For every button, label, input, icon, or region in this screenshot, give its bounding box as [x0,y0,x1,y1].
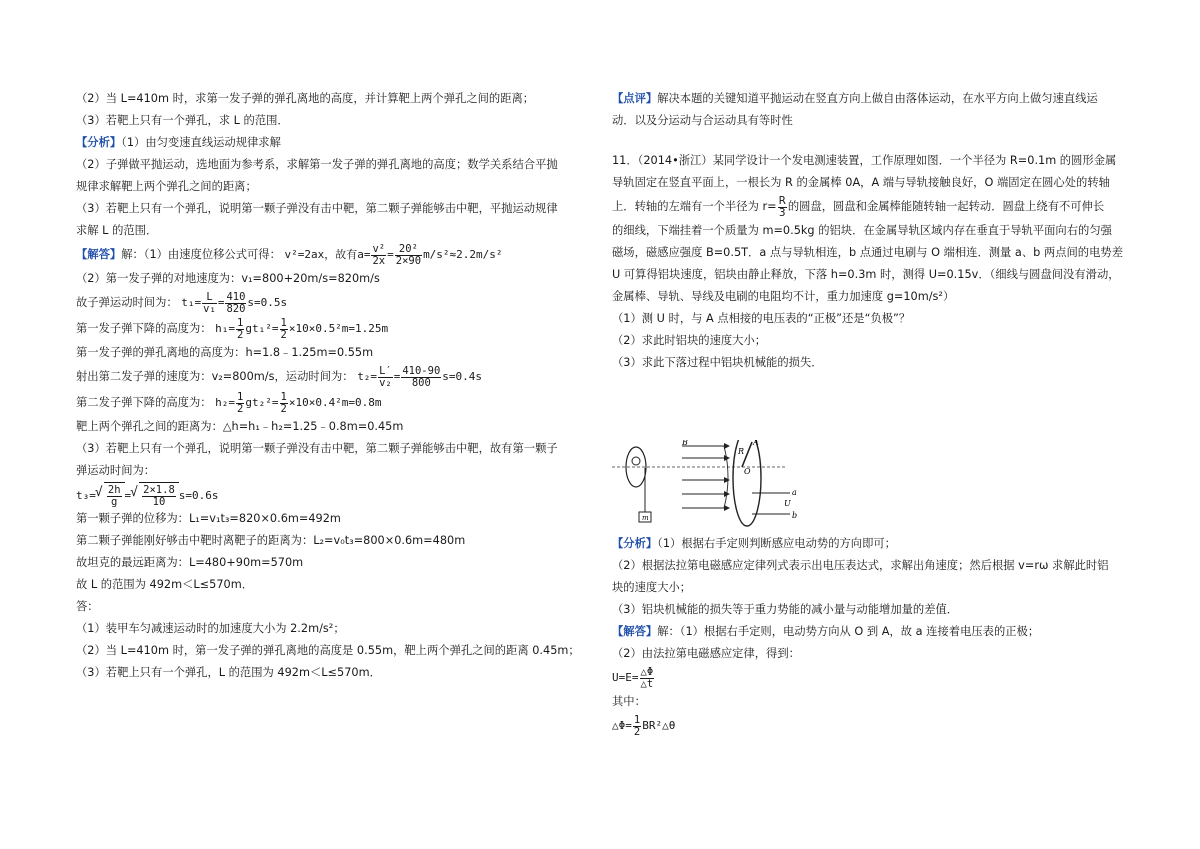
final-answer-1: （1）装甲车匀减速运动时的加速度大小为 2.2m/s²； [76,622,345,635]
right-column-lower [612,533,1147,739]
answer-text: 解：（1）由速度位移公式可得： [121,248,281,261]
answer-line-1 [612,621,1147,643]
final-answer-3: （3）若靶上只有一个弹孔，L 的范围为 492m＜L≤570m． [76,666,381,679]
formula-part: s=0.4s [442,370,483,383]
generator-diagram [612,440,802,530]
label-A: A [753,440,759,447]
left-column [76,88,588,684]
denominator: 2 [633,725,641,738]
denominator: 2 [280,402,287,415]
numerator: √ 2×1.8 [143,483,175,496]
h2-formula [215,390,382,415]
fraction [236,392,244,415]
question-11-part-2: （2）求此时铝块的速度大小； [612,334,767,347]
numerator: v² [372,242,386,255]
denominator: v₁ [203,302,216,315]
formula-part: = [217,296,225,309]
numerator: L [202,292,217,304]
formula-part: s=0.6s [178,488,219,502]
label-O: O [744,467,751,476]
question-11-line-7: 金属棒、导轨、导线及电刷的电阻均不计，重力加速度 g=10m/s²） [612,290,955,303]
comment-line-2: 动．以及分运动与合运动具有等时性 [612,114,793,127]
acceleration-formula [284,242,503,267]
text: 上．转轴的左端有一个半径为 r= [612,200,777,213]
answer-line-1 [76,242,588,268]
analysis-line-5: 求解 L 的范围． [76,224,158,237]
answer-tag: 【解答】 [612,625,658,638]
formula-part: gt₁²= [245,322,279,335]
denominator: 2 [280,328,287,341]
fraction [280,318,288,341]
denominator: 2x [372,254,386,267]
analysis-line-4: （3）铝块机械能的损失等于重力势能的减小量与动能增加量的差值． [612,603,959,616]
numerator: 1 [280,390,287,403]
answer-text: 解：（1）根据右手定则，电动势方向从 O 到 A，故 a 连接着电压表的正极； [657,625,1040,638]
numerator: 1 [280,316,287,329]
analysis-line-1 [612,533,1147,555]
formula-part: h₁= [215,322,236,335]
t2-formula [357,364,483,389]
field-lines [682,446,728,508]
arrowhead [724,505,730,511]
analysis-tag: 【分析】 [76,136,122,149]
arrowhead [724,477,730,483]
question-11-line-6: U 可算得铝块速度，铝块由静止释放，下落 h=0.3m 时，测得 U=0.15v．（细线与圆盘间没有滑动， [612,268,1120,281]
analysis-tag: 【分析】 [612,537,658,550]
answer-where: 其中： [612,695,646,708]
fraction [142,485,176,508]
formula-part: ×10×0.4²m=0.8m [288,396,382,409]
numerator: 410 [226,290,246,303]
answer-line-15: 故 L 的范围为 492m＜L≤570m． [76,578,254,591]
formula-part: h₂= [215,396,236,409]
analysis-line-3: 规律求解靶上两个弹孔之间的距离； [76,180,257,193]
fraction [640,667,655,690]
denominator: 2 [237,328,244,341]
formula-part: BR²△θ [642,719,676,732]
numerator: 1 [633,713,641,726]
fraction [225,292,246,315]
label-a: a [792,488,797,497]
comment-line-1 [612,88,1147,110]
question-11-part-1: （1）测 U 时，与 A 点相接的电压表的“正极”还是“负极”？ [612,312,911,325]
square-root [104,482,125,509]
answer-tag: 【解答】 [76,248,122,261]
analysis-line-2: （2）根据法拉第电磁感应定律列式表示出电压表达式，求解出角速度；然后根据 v=rω 求解此时铝 [612,559,1109,572]
denominator: 820 [226,302,246,315]
text: 第一发子弹下降的高度为： [76,322,212,335]
denominator: △t [640,677,654,690]
square-root [139,482,179,509]
fraction [395,244,422,267]
fraction [371,244,386,267]
formula-part: t₃= [76,488,96,502]
fraction [107,485,122,508]
numerator: 410-90 [402,364,441,377]
answer-line-11 [76,482,588,508]
fraction [236,318,244,341]
comment-text: 解决本题的关键知道平抛运动在竖直方向上做自由落体运动，在水平方向上做匀速直线运 [657,92,1098,105]
label-R: R [738,447,745,456]
answer-line-9: （3）若靶上只有一个弹孔，说明第一颗子弹没有击中靶，第二颗子弹能够击中靶，故有第一颗子 [76,442,558,455]
answer-line-2: （2）第一发子弹的对地速度为：v₁=800+20m/s=820m/s [76,272,380,285]
formula-part: U=E= [612,671,639,684]
text: 射出第二发子弹的速度为：v₂=800m/s，运动时间为： [76,370,354,383]
spacer [612,132,1147,150]
answer-eq-2 [612,713,1147,739]
question-part-3: （3）若靶上只有一个弹孔，求 L 的范围． [76,114,289,127]
fraction [778,196,787,219]
fraction [378,366,393,389]
question-11-line-1: 11．（2014•浙江）某同学设计一个发电测速装置，工作原理如图．一个半径为 R=0.1m 的圆形金属 [612,154,1117,167]
answer-line-3 [76,290,588,316]
answer-line-8: 靶上两个弹孔之间的距离为：△h=h₁﹣h₂=1.25﹣0.8m=0.45m [76,420,404,433]
right-column [612,88,1147,374]
fraction [633,715,641,738]
numerator: 1 [237,316,244,329]
formula-part: t₂= [357,370,378,383]
numerator: △Φ [640,665,654,678]
answer-line-7 [76,390,588,416]
numerator: R [778,194,786,207]
numerator: 20² [395,244,422,256]
arrowhead [724,443,730,449]
final-answer-2: （2）当 L=410m 时，第一发子弹的弹孔离地的高度是 0.55m，靶上两个弹孔之间的距离 0.45m； [76,644,580,657]
label-B: B [682,440,688,447]
question-11-line-4: 的细线，下端挂着一个质量为 m=0.5kg 的铝块．在金属导轨区域内存在垂直于导轨平面向右的匀强 [612,224,1112,237]
analysis-line-3: 块的速度大小； [612,581,692,594]
formula-part: m/s²≈2.2m/s² [423,248,503,261]
denominator: 3 [778,206,786,219]
formula-part: s=0.5s [247,296,288,309]
fraction [202,292,217,315]
answer-line-14: 故坦克的最远距离为：L=480+90m=570m [76,556,304,569]
disk-center [632,457,640,465]
arrowheads [724,443,730,511]
flux-formula [612,713,676,738]
question-11-line-3 [612,194,1147,220]
answer-line-6 [76,364,588,390]
denominator: 10 [152,495,166,508]
formula-part: = [387,248,394,261]
answer-line-12: 第一颗子弹的位移为：L₁=v₁t₃=820×0.6m=492m [76,512,341,525]
text: 的圆盘，圆盘和金属棒能随转轴一起转动．圆盘上绕有不可伸长 [787,200,1105,213]
comment-tag: 【点评】 [612,92,658,105]
fraction [401,366,441,389]
denominator: 800 [411,376,431,389]
text: 第二发子弹下降的高度为： [76,396,212,409]
analysis-line-2: （2）子弹做平抛运动，选地面为参考系，求解第一发子弹的弹孔离地的高度；数学关系结合平抛 [76,158,558,171]
t3-formula [76,483,219,508]
answer-line-13: 第二颗子弹能刚好够击中靶时离靶子的距离为：L₂=v₀t₃=800×0.6m=480m [76,534,466,547]
numerator: 1 [237,390,244,403]
question-11-line-5: 磁场，磁感应强度 B=0.5T．a 点与导轨相连，b 点通过电刷与 O 端相连．测量 a、b 两点间的电势差 [612,246,1123,259]
answer-line-4 [76,316,588,342]
answer-line-2: （2）由法拉第电磁感应定律，得到： [612,647,800,660]
formula-part: △Φ= [612,719,632,732]
mass-label: m [642,514,649,522]
question-11-part-3: （3）求此下落过程中铝块机械能的损失． [612,356,823,369]
answer-label: 答： [76,600,99,613]
formula-part: t₁= [181,296,202,309]
answer-eq-1 [612,665,1147,691]
analysis-text: （1）由匀变速直线运动规律求解 [121,136,281,149]
emf-formula [612,665,655,690]
fraction [280,392,288,415]
answer-line-5: 第一发子弹的弹孔离地的高度为：h=1.8﹣1.25m=0.55m [76,346,374,359]
h1-formula [215,316,389,341]
analysis-text: （1）根据右手定则判断感应电动势的方向即可； [657,537,896,550]
text: 故子弹运动时间为： [76,296,178,309]
formula-part: ×10×0.5²m=1.25m [288,322,389,335]
formula-part: = [393,370,401,383]
label-b: b [792,511,798,520]
time-formula [181,290,288,315]
numerator: L′ [379,364,392,377]
denominator: 2 [237,402,244,415]
analysis-line-1 [76,132,588,154]
label-U: U [784,499,791,508]
formula-part: = [124,488,132,502]
formula-part: v²=2ax，故有a= [284,248,371,261]
question-11-line-2: 导轨固定在竖直平面上，一根长为 R 的金属棒 0A，A 端与导轨接触良好，O 端固定在圆心处的转轴 [612,176,1110,189]
analysis-line-4: （3）若靶上只有一个弹孔，说明第一颗子弹没有击中靶，第二颗子弹能够击中靶，平抛运动规律 [76,202,558,215]
denominator: 2×90 [395,254,422,267]
denominator: v₂ [379,376,392,389]
answer-line-10: 弹运动时间为： [76,464,156,477]
formula-part: gt₂²= [245,396,279,409]
question-part-2: （2）当 L=410m 时，求第一发子弹的弹孔离地的高度，并计算靶上两个弹孔之间的距离； [76,92,535,105]
numerator: √ 2h [107,483,121,496]
denominator: g [111,495,118,508]
